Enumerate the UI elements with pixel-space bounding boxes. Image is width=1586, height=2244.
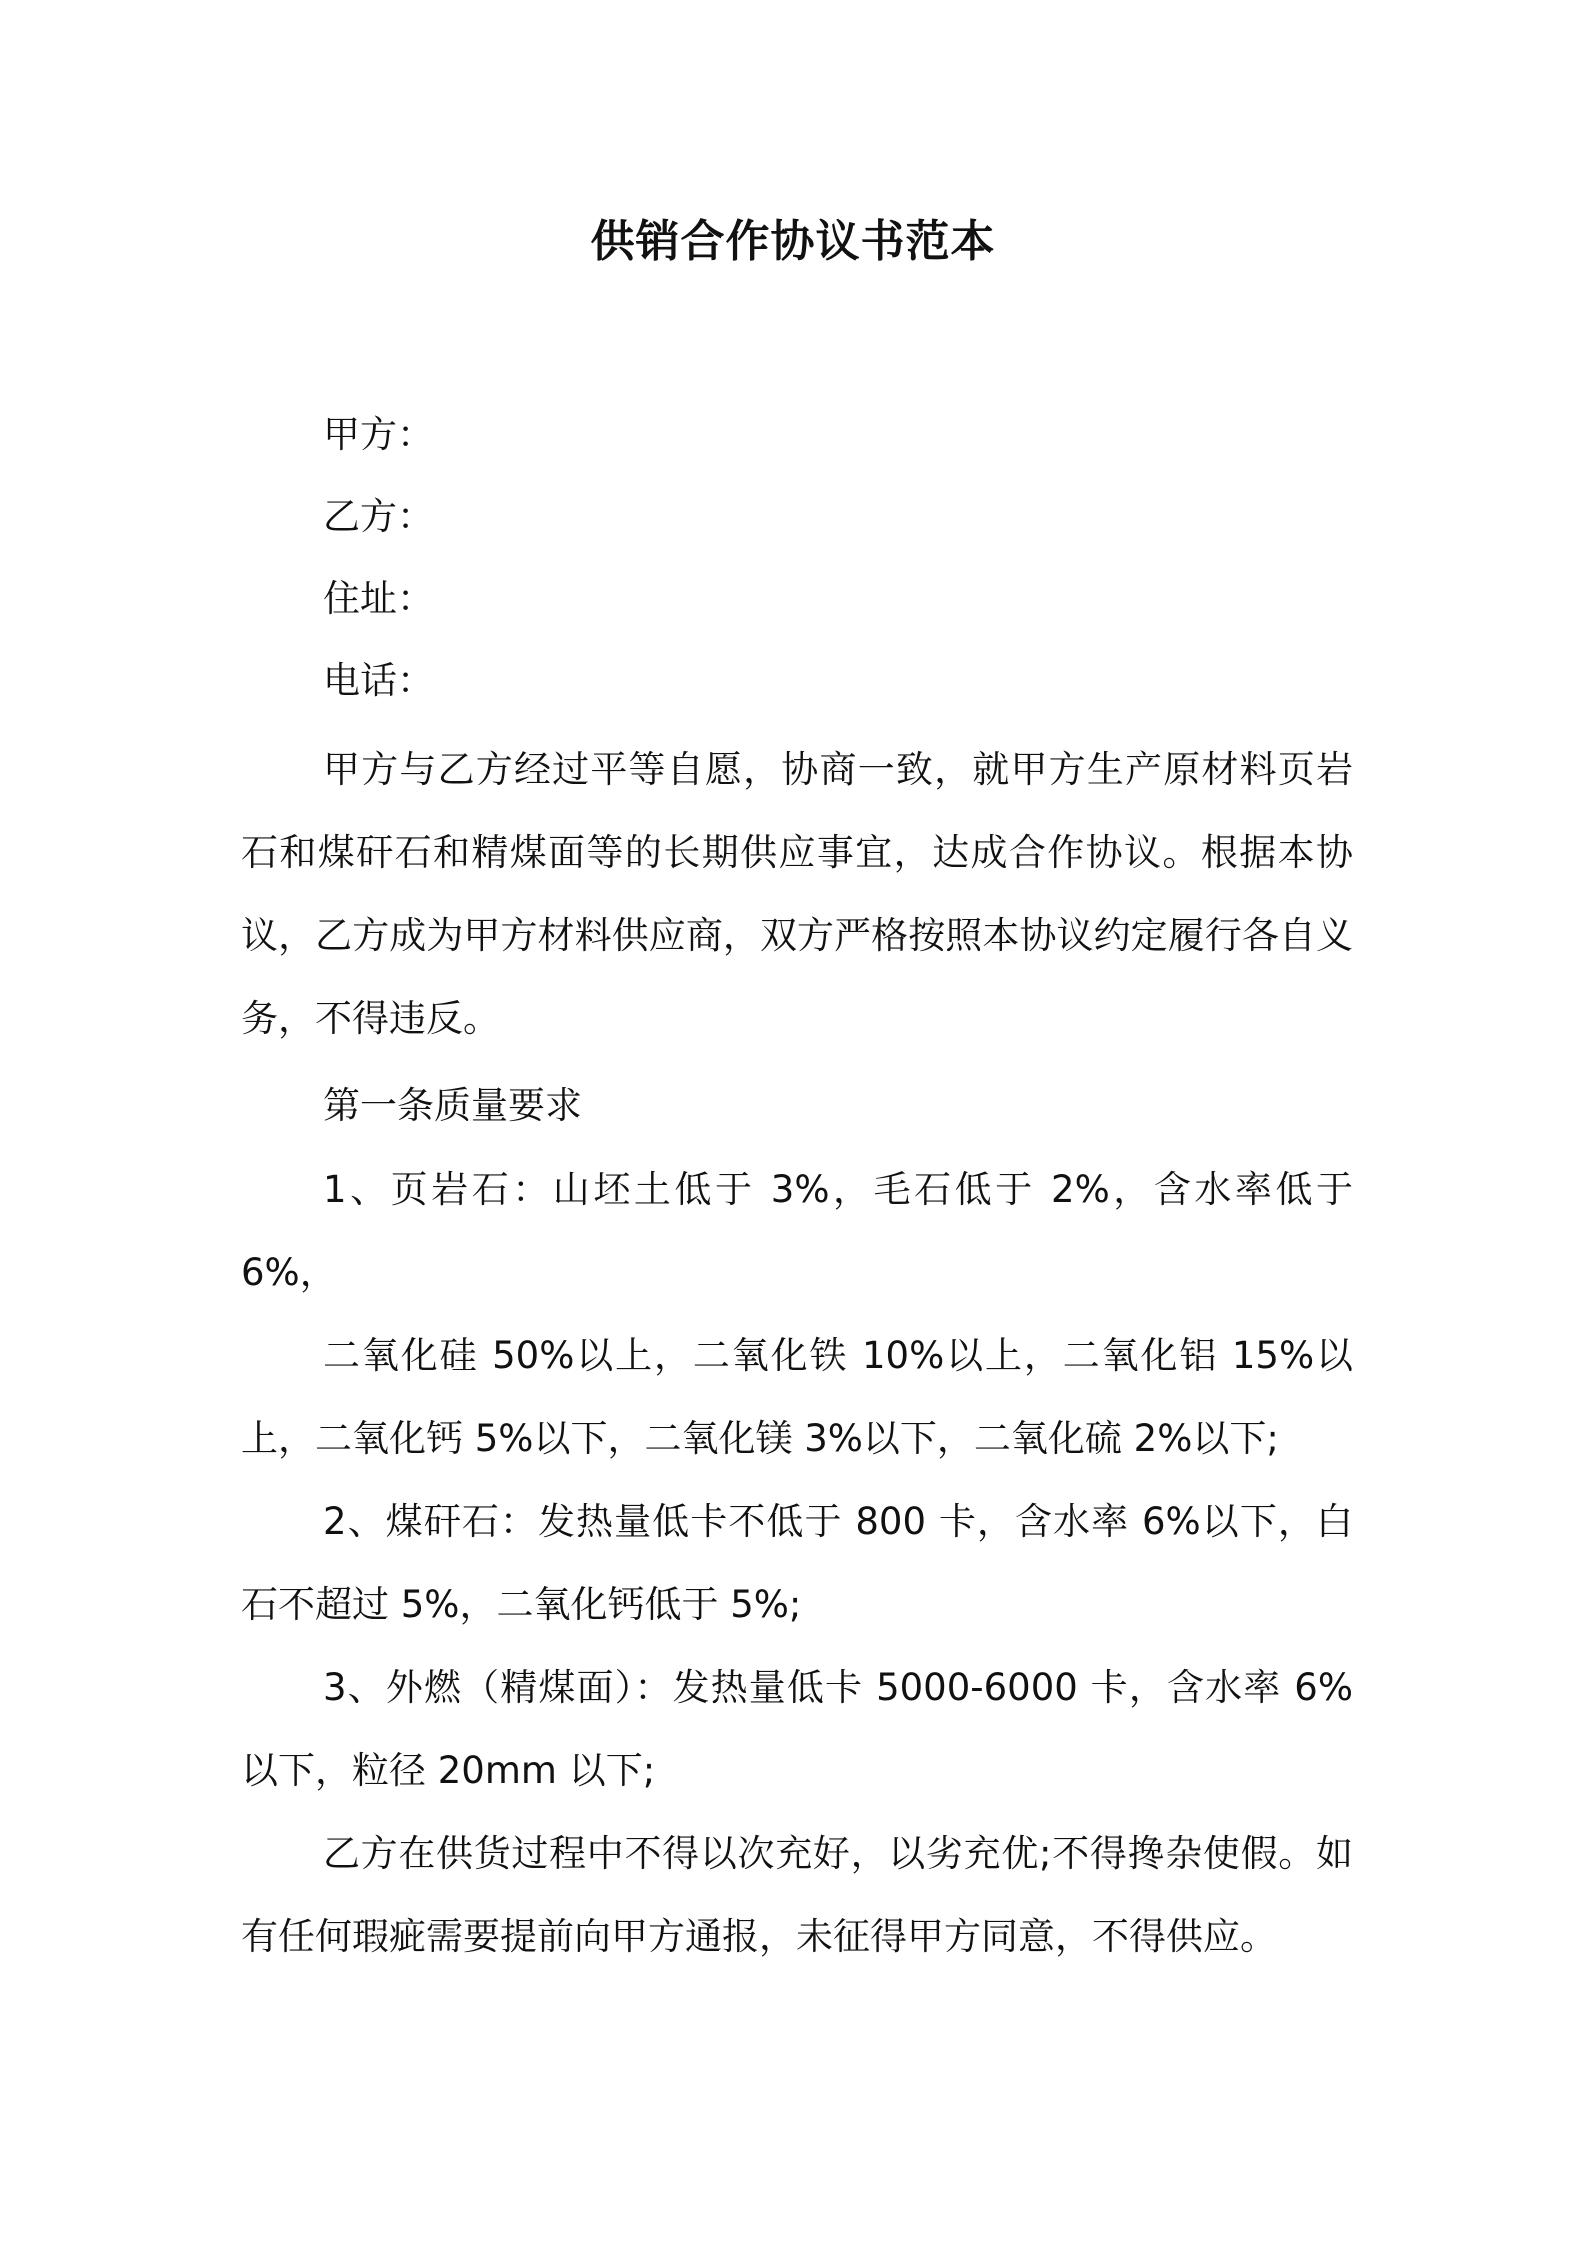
- quality-item-1-detail: 二氧化硅 50%以上，二氧化铁 10%以上，二氧化铝 15%以上，二氧化钙 5%以下，二氧化镁 3%以下，二氧化硫 2%以下;: [241, 1334, 1353, 1460]
- article-1-heading: 第一条质量要求: [323, 1084, 582, 1127]
- document-title: 供销合作协议书范本: [590, 216, 996, 267]
- quality-item-1: 1、页岩石：山坯土低于 3%，毛石低于 2%，含水率低于 6%，: [241, 1168, 1353, 1294]
- quality-item-2: 2、煤矸石：发热量低卡不低于 800 卡，含水率 6%以下，白石不超过 5%，二氧化钙低于 5%;: [241, 1500, 1353, 1626]
- intro-paragraph: 甲方与乙方经过平等自愿，协商一致，就甲方生产原材料页岩石和煤矸石和精煤面等的长期供应事宜，达成合作协议。根据本协议，乙方成为甲方材料供应商，双方严格按照本协议约定履行各自义务，不得违反。: [241, 748, 1353, 1040]
- supply-rule-paragraph: 乙方在供货过程中不得以次充好，以劣充优;不得搀杂使假。如有任何瑕疵需要提前向甲方通报，未征得甲方同意，不得供应。: [241, 1832, 1353, 1958]
- quality-item-3: 3、外燃（精煤面）：发热量低卡 5000-6000 卡，含水率 6%以下，粒径 20mm 以下;: [241, 1666, 1353, 1792]
- phone-label: 电话：: [323, 659, 434, 702]
- party-b-label: 乙方：: [323, 495, 434, 538]
- party-a-label: 甲方：: [323, 413, 434, 456]
- address-label: 住址：: [323, 577, 434, 620]
